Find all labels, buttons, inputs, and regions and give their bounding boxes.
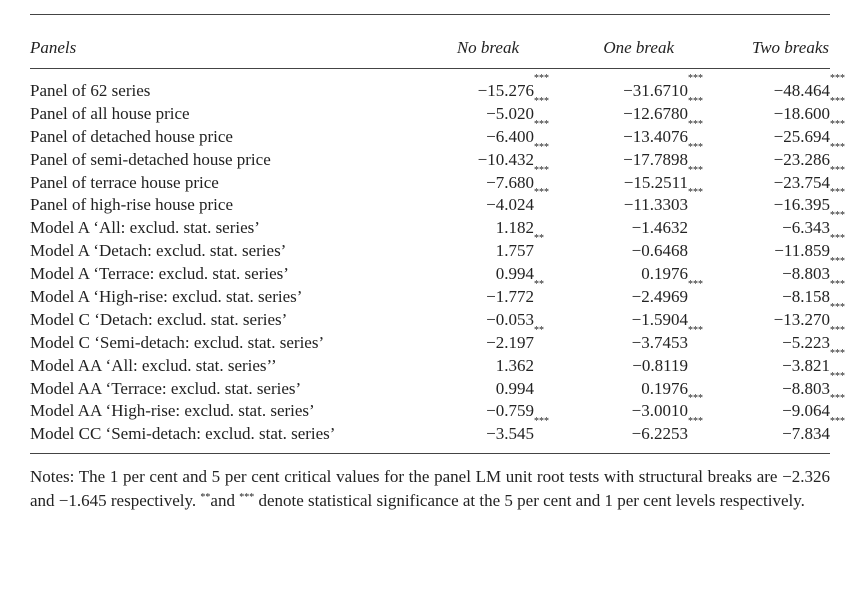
significance-stars: *** (830, 416, 845, 428)
significance-stars: *** (534, 73, 549, 84)
significance-stars: *** (688, 324, 703, 336)
cell-value: 0.1976 (641, 378, 688, 398)
table-row (30, 187, 845, 217)
row-label: Model A ‘All: exclud. stat. series’ (30, 218, 260, 238)
cell-value: −4.024 (486, 195, 534, 215)
table-row (30, 233, 845, 263)
cell-value: −18.600 (773, 103, 830, 123)
significance-stars: *** (688, 187, 703, 199)
cell-two-breaks (773, 187, 845, 216)
significance-stars: *** (534, 164, 549, 176)
cell-value: −8.158 (782, 287, 830, 307)
cell-value: −8.803 (782, 264, 830, 284)
cell-value: −6.2253 (631, 424, 688, 444)
cell-two-breaks (782, 416, 845, 445)
cell-value: −3.0010 (631, 401, 688, 421)
significance-stars: *** (830, 393, 845, 405)
cell-value: −11.859 (774, 241, 830, 261)
cell-value: −31.6710 (623, 81, 688, 100)
cell-two-breaks (773, 164, 845, 194)
top-rule (30, 14, 830, 15)
cell-two-breaks (782, 324, 845, 354)
cell-no-break (486, 324, 544, 354)
cell-no-break (486, 400, 534, 422)
cell-value: −1.4632 (631, 218, 688, 238)
significance-stars: *** (688, 118, 703, 130)
cell-value: −16.395 (773, 195, 830, 215)
cell-value: −15.276 (477, 81, 534, 100)
cell-value: −1.772 (486, 287, 534, 307)
cell-two-breaks (773, 301, 845, 331)
significance-stars: ** (534, 279, 544, 291)
cell-two-breaks (782, 347, 845, 377)
table-row (30, 347, 845, 378)
significance-stars: *** (688, 279, 703, 291)
table-body (30, 73, 845, 446)
cell-two-breaks (774, 233, 845, 262)
cell-no-break (486, 95, 549, 125)
cell-value: 1.182 (495, 218, 534, 238)
notes-text-2: and (210, 491, 240, 510)
cell-value: −17.7898 (623, 149, 688, 169)
cell-value: 0.1976 (641, 264, 688, 284)
cell-no-break (477, 141, 549, 171)
significance-stars: *** (830, 164, 845, 176)
row-label: Model AA ‘Terrace: exclud. stat. series’ (30, 378, 302, 398)
row-label: Panel of detached house price (30, 126, 233, 146)
table-row (30, 95, 845, 126)
significance-stars: ** (534, 233, 544, 245)
significance-stars: *** (830, 210, 845, 222)
cell-value: −3.821 (782, 355, 830, 375)
cell-value: −13.270 (773, 309, 830, 329)
cell-value: −10.432 (477, 149, 534, 169)
significance-stars: *** (688, 95, 703, 107)
cell-one-break (632, 355, 688, 377)
cell-one-break (623, 95, 703, 125)
significance-stars: *** (830, 279, 845, 291)
cell-value: −11.3303 (623, 195, 688, 215)
significance-stars: *** (534, 416, 549, 428)
notes-sup-1pct: *** (239, 492, 255, 503)
cell-value: −48.464 (773, 81, 830, 100)
significance-stars: *** (534, 141, 549, 153)
cell-value: −0.759 (486, 401, 534, 421)
cell-one-break (623, 118, 703, 148)
cell-no-break (486, 416, 549, 445)
cell-value: −3.7453 (631, 332, 688, 352)
cell-one-break (631, 324, 703, 354)
significance-stars: *** (688, 416, 703, 428)
header-panels: Panels (30, 38, 77, 57)
significance-stars: ** (534, 324, 544, 336)
cell-two-breaks (782, 279, 845, 308)
cell-two-breaks (773, 95, 845, 125)
cell-value: −5.223 (782, 332, 830, 352)
table-row (30, 324, 845, 355)
cell-two-breaks (782, 370, 845, 400)
cell-value: −0.6468 (631, 241, 688, 261)
significance-stars: *** (688, 73, 703, 84)
cell-two-breaks (773, 141, 845, 171)
significance-stars: *** (830, 324, 845, 336)
significance-stars: *** (830, 370, 845, 382)
cell-no-break (496, 263, 534, 285)
cell-value: −6.343 (782, 218, 830, 238)
header-no-break: No break (456, 38, 519, 57)
table-row (30, 256, 845, 286)
cell-no-break (477, 73, 549, 102)
row-label: Panel of high-rise house price (30, 195, 233, 215)
cell-two-breaks (782, 256, 845, 285)
table-row (30, 416, 845, 446)
cell-one-break (641, 263, 688, 285)
row-label: Model AA ‘All: exclud. stat. series’’ (30, 355, 277, 375)
cell-value: −8.803 (782, 378, 830, 398)
cell-value: −0.8119 (632, 355, 688, 375)
cell-value: −5.020 (486, 103, 534, 123)
row-label: Model A ‘High-rise: exclud. stat. series’ (30, 287, 303, 307)
significance-stars: *** (534, 118, 549, 130)
significance-stars: *** (830, 118, 845, 130)
cell-value: 1.362 (495, 355, 534, 375)
table-row (30, 370, 845, 401)
row-label: Model CC ‘Semi-detach: exclud. stat. series’ (30, 424, 336, 444)
cell-one-break (623, 164, 703, 194)
cell-value: −9.064 (782, 401, 830, 421)
significance-stars: *** (688, 164, 703, 176)
row-label: Panel of all house price (30, 103, 190, 123)
cell-no-break (486, 309, 534, 331)
significance-stars: *** (534, 95, 549, 107)
significance-stars: *** (830, 233, 845, 245)
row-label: Model C ‘Semi-detach: exclud. stat. series’ (30, 332, 325, 352)
cell-one-break (631, 279, 703, 308)
header-one-break: One break (603, 38, 674, 57)
significance-stars: *** (534, 187, 549, 199)
table-row (30, 164, 845, 195)
cell-no-break (496, 217, 534, 239)
cell-one-break (632, 309, 688, 331)
cell-value: −7.834 (782, 424, 830, 444)
cell-no-break (496, 355, 534, 377)
table-row (30, 141, 845, 172)
table-row (30, 73, 845, 103)
header-rule (30, 68, 830, 69)
cell-one-break (632, 217, 688, 239)
row-label: Panel of 62 series (30, 81, 151, 100)
significance-stars: *** (830, 73, 845, 84)
cell-value: 0.994 (495, 264, 534, 284)
significance-stars: *** (830, 301, 845, 313)
row-label: Model C ‘Detach: exclud. stat. series’ (30, 309, 288, 329)
row-label: Panel of terrace house price (30, 172, 219, 192)
cell-value: −0.053 (486, 309, 534, 329)
row-label: Panel of semi-detached house price (30, 149, 271, 169)
row-label: Model AA ‘High-rise: exclud. stat. series’ (30, 401, 315, 421)
row-label: Model A ‘Terrace: exclud. stat. series’ (30, 264, 289, 284)
significance-stars: *** (830, 141, 845, 153)
table-row (30, 279, 845, 309)
significance-stars: *** (688, 141, 703, 153)
cell-no-break (486, 164, 549, 194)
cell-no-break (495, 233, 544, 262)
cell-value: −25.694 (773, 126, 830, 146)
table-row (30, 210, 845, 240)
cell-two-breaks (782, 393, 845, 422)
cell-value: −2.4969 (631, 287, 688, 307)
cell-one-break (632, 240, 688, 262)
cell-value: −1.5904 (631, 309, 688, 329)
cell-value: −12.6780 (623, 103, 688, 123)
cell-value: 0.994 (495, 378, 534, 398)
cell-two-breaks (782, 210, 845, 239)
significance-stars: *** (830, 347, 845, 359)
significance-stars: *** (830, 187, 845, 199)
significance-stars: *** (830, 256, 845, 268)
significance-stars: *** (688, 393, 703, 405)
cell-no-break (486, 279, 544, 308)
cell-one-break (631, 416, 703, 445)
bottom-rule (30, 453, 830, 454)
table-row (30, 301, 845, 332)
cell-value: −23.286 (773, 149, 830, 169)
cell-value: −13.4076 (623, 126, 688, 146)
table-row (30, 393, 845, 423)
notes-text-1: Notes: The 1 per cent and 5 per cent critical values for the panel LM unit root tests with structural breaks are −2.326 and −1.645 respectively. (30, 467, 830, 510)
notes-sup-5pct: ** (200, 492, 211, 503)
cell-no-break (486, 187, 549, 216)
cell-value: −3.545 (486, 424, 534, 444)
cell-value: −23.754 (773, 172, 830, 192)
cell-value: −15.2511 (623, 172, 688, 192)
cell-two-breaks (773, 118, 845, 148)
cell-two-breaks (773, 73, 845, 102)
cell-no-break (496, 378, 534, 400)
cell-one-break (631, 393, 703, 422)
cell-one-break (623, 141, 703, 171)
notes-text-3: denote statistical significance at the 5 per cent and 1 per cent levels respectively. (254, 491, 805, 510)
header-two-breaks: Two breaks (752, 38, 829, 57)
cell-value: −2.197 (486, 332, 534, 352)
cell-one-break (641, 378, 688, 400)
cell-value: −7.680 (486, 172, 534, 192)
significance-stars: *** (830, 95, 845, 107)
cell-value: 1.757 (495, 241, 534, 261)
row-label: Model A ‘Detach: exclud. stat. series’ (30, 241, 287, 261)
cell-value: −6.400 (486, 126, 534, 146)
table-row (30, 118, 845, 149)
cell-no-break (486, 118, 549, 148)
cell-one-break (623, 73, 703, 102)
table-notes (30, 466, 830, 511)
cell-one-break (623, 187, 703, 216)
